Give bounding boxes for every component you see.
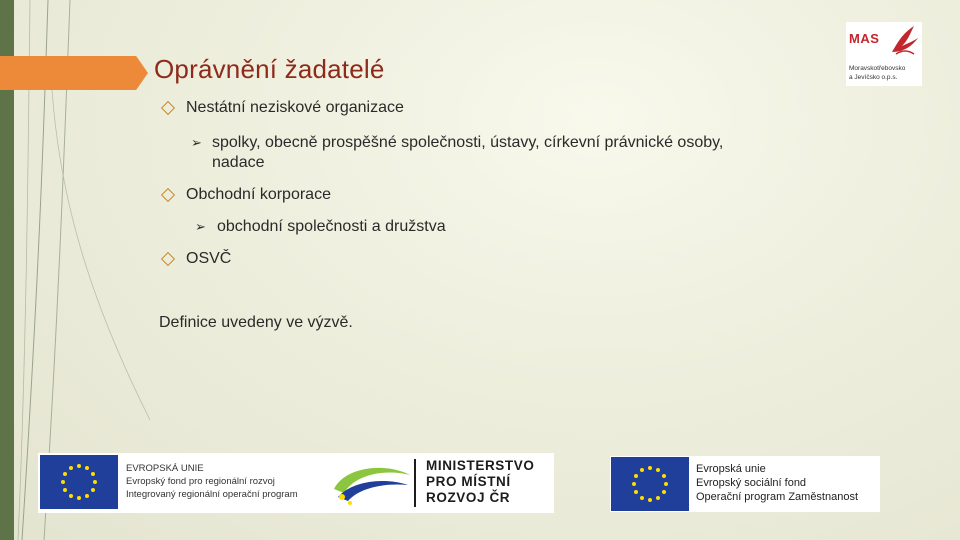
sub-bullet-item-continued: nadace <box>212 154 265 171</box>
eu-regional-line3: Integrovaný regionální operační program <box>126 489 298 500</box>
eu-flag-icon <box>40 455 118 509</box>
bullet-item: OSVČ <box>186 250 232 267</box>
arrow-bullet-icon: ➢ <box>191 135 202 150</box>
eu-social-line3: Operační program Zaměstnanost <box>696 491 859 503</box>
diamond-bullet-icon <box>161 252 175 266</box>
eu-irop-mmr-logo <box>38 453 554 513</box>
mmr-line3: ROZVOJ ČR <box>426 490 511 505</box>
eu-regional-line2: Evropský fond pro regionální rozvoj <box>126 476 275 487</box>
eu-social-line2: Evropský sociální fond <box>696 477 807 489</box>
bullet-item: Obchodní korporace <box>186 186 331 203</box>
mas-subtitle: Moravskotřebovsko a Jevíčsko o.p.s. <box>849 65 906 81</box>
sub-bullet-item: obchodní společnosti a družstva <box>217 218 446 235</box>
bullet-item: Nestátní neziskové organizace <box>186 99 404 116</box>
mmr-swoosh-icon <box>328 459 416 507</box>
eu-regional-line1: EVROPSKÁ UNIE <box>126 463 204 474</box>
eu-flag-icon <box>611 457 689 511</box>
slide-title: Oprávnění žadatelé <box>154 54 385 84</box>
logo-divider <box>414 459 416 507</box>
mmr-line2: PRO MÍSTNÍ <box>426 474 511 489</box>
mas-abbr: MAS <box>849 31 880 46</box>
arrow-bullet-icon: ➢ <box>195 219 206 234</box>
diamond-bullet-icon <box>161 101 175 115</box>
sub-bullet-item: spolky, obecně prospěšné společnosti, ústavy, církevní právnické osoby, <box>212 134 724 151</box>
note-text: Definice uvedeny ve výzvě. <box>159 314 353 331</box>
mmr-line1: MINISTERSTVO <box>426 458 535 473</box>
diamond-bullet-icon <box>161 188 175 202</box>
eu-social-line1: Evropská unie <box>696 463 766 475</box>
eu-esf-logo <box>610 456 880 512</box>
